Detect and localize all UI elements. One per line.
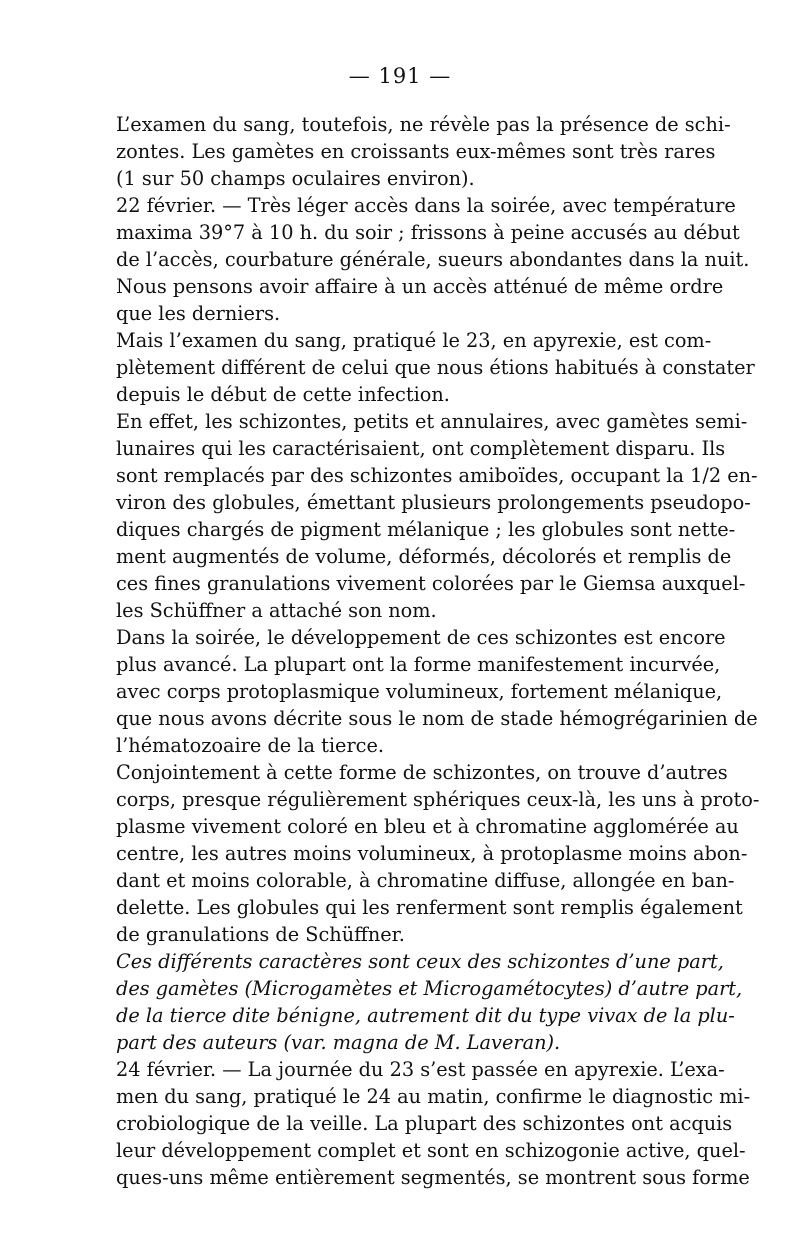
paragraph: [116, 111, 731, 192]
paragraph: [116, 192, 750, 273]
body-text: [116, 111, 760, 1191]
text-line: Ces différents caractères sont ceux des schizontes d’une part,: [116, 950, 724, 973]
text-line: men du sang, pratiqué le 24 au matin, confirme le diagnostic mi-: [116, 1085, 751, 1108]
text-line: l’hématozoaire de la tierce.: [116, 734, 384, 757]
text-line: viron des globules, émettant plusieurs prolongements pseudopo-: [116, 491, 751, 514]
text-line: zontes. Les gamètes en croissants eux-mêmes sont très rares: [116, 140, 716, 163]
paragraph: [116, 1056, 751, 1191]
text-line: delette. Les globules qui les renferment sont remplis également: [116, 896, 743, 919]
page-number: — 191 —: [348, 64, 452, 88]
text-line: crobiologique de la veille. La plupart des schizontes ont acquis: [116, 1112, 733, 1135]
text-line: plus avancé. La plupart ont la forme manifestement incurvée,: [116, 653, 721, 676]
text-line: L’examen du sang, toutefois, ne révèle pas la présence de schi-: [116, 113, 731, 136]
text-line: Nous pensons avoir affaire à un accès atténué de même ordre: [116, 275, 724, 298]
text-line: plètement différent de celui que nous étions habitués à constater: [116, 356, 755, 379]
paragraph: [116, 624, 758, 759]
text-line: avec corps protoplasmique volumineux, fortement mélanique,: [116, 680, 723, 703]
text-line: corps, presque régulièrement sphériques ceux-là, les uns à proto-: [116, 788, 760, 811]
text-line: Dans la soirée, le développement de ces schizontes est encore: [116, 626, 726, 649]
text-line: que nous avons décrite sous le nom de stade hémogrégarinien de: [116, 707, 758, 730]
text-line: ces fines granulations vivement colorées par le Giemsa auxquel-: [116, 572, 746, 595]
text-line: de granulations de Schüffner.: [116, 923, 405, 946]
text-line: les Schüffner a attaché son nom.: [116, 599, 437, 622]
text-line: de la tierce dite bénigne, autrement dit du type vivax de la plu-: [116, 1004, 735, 1027]
paragraph: [116, 408, 758, 624]
paragraph-italic: [116, 948, 743, 1056]
text-line: maxima 39°7 à 10 h. du soir ; frissons à peine accusés au début: [116, 221, 740, 244]
text-line: ques-uns même entièrement segmentés, se montrent sous forme: [116, 1166, 750, 1189]
text-line: ment augmentés de volume, déformés, décolorés et remplis de: [116, 545, 732, 568]
text-line: centre, les autres moins volumineux, à protoplasme moins abon-: [116, 842, 748, 865]
text-line: de l’accès, courbature générale, sueurs abondantes dans la nuit.: [116, 248, 750, 271]
text-line: sont remplacés par des schizontes amiboïdes, occupant la 1/2 en-: [116, 464, 758, 487]
text-line: leur développement complet et sont en schizogonie active, quel-: [116, 1139, 746, 1162]
text-line: plasme vivement coloré en bleu et à chromatine agglomérée au: [116, 815, 739, 838]
text-line: lunaires qui les caractérisaient, ont complètement disparu. Ils: [116, 437, 726, 460]
text-line: part des auteurs (var. magna de M. Laveran).: [116, 1031, 561, 1054]
text-line: Mais l’examen du sang, pratiqué le 23, en apyrexie, est com-: [116, 329, 712, 352]
paragraph: [116, 327, 755, 408]
paragraph: [116, 273, 724, 327]
text-line: diques chargés de pigment mélanique ; les globules sont nette-: [116, 518, 736, 541]
text-line: depuis le début de cette infection.: [116, 383, 450, 406]
text-line: 22 février. — Très léger accès dans la soirée, avec température: [116, 194, 736, 217]
text-line: que les derniers.: [116, 302, 281, 325]
paragraph: [116, 759, 760, 948]
text-line: Conjointement à cette forme de schizontes, on trouve d’autres: [116, 761, 728, 784]
text-line: En effet, les schizontes, petits et annulaires, avec gamètes semi-: [116, 410, 748, 433]
text-line: (1 sur 50 champs oculaires environ).: [116, 167, 475, 190]
text-line: dant et moins colorable, à chromatine diffuse, allongée en ban-: [116, 869, 735, 892]
text-line: 24 février. — La journée du 23 s’est passée en apyrexie. L’exa-: [116, 1058, 725, 1081]
text-line: des gamètes (Microgamètes et Microgamétocytes) d’autre part,: [116, 977, 743, 1000]
